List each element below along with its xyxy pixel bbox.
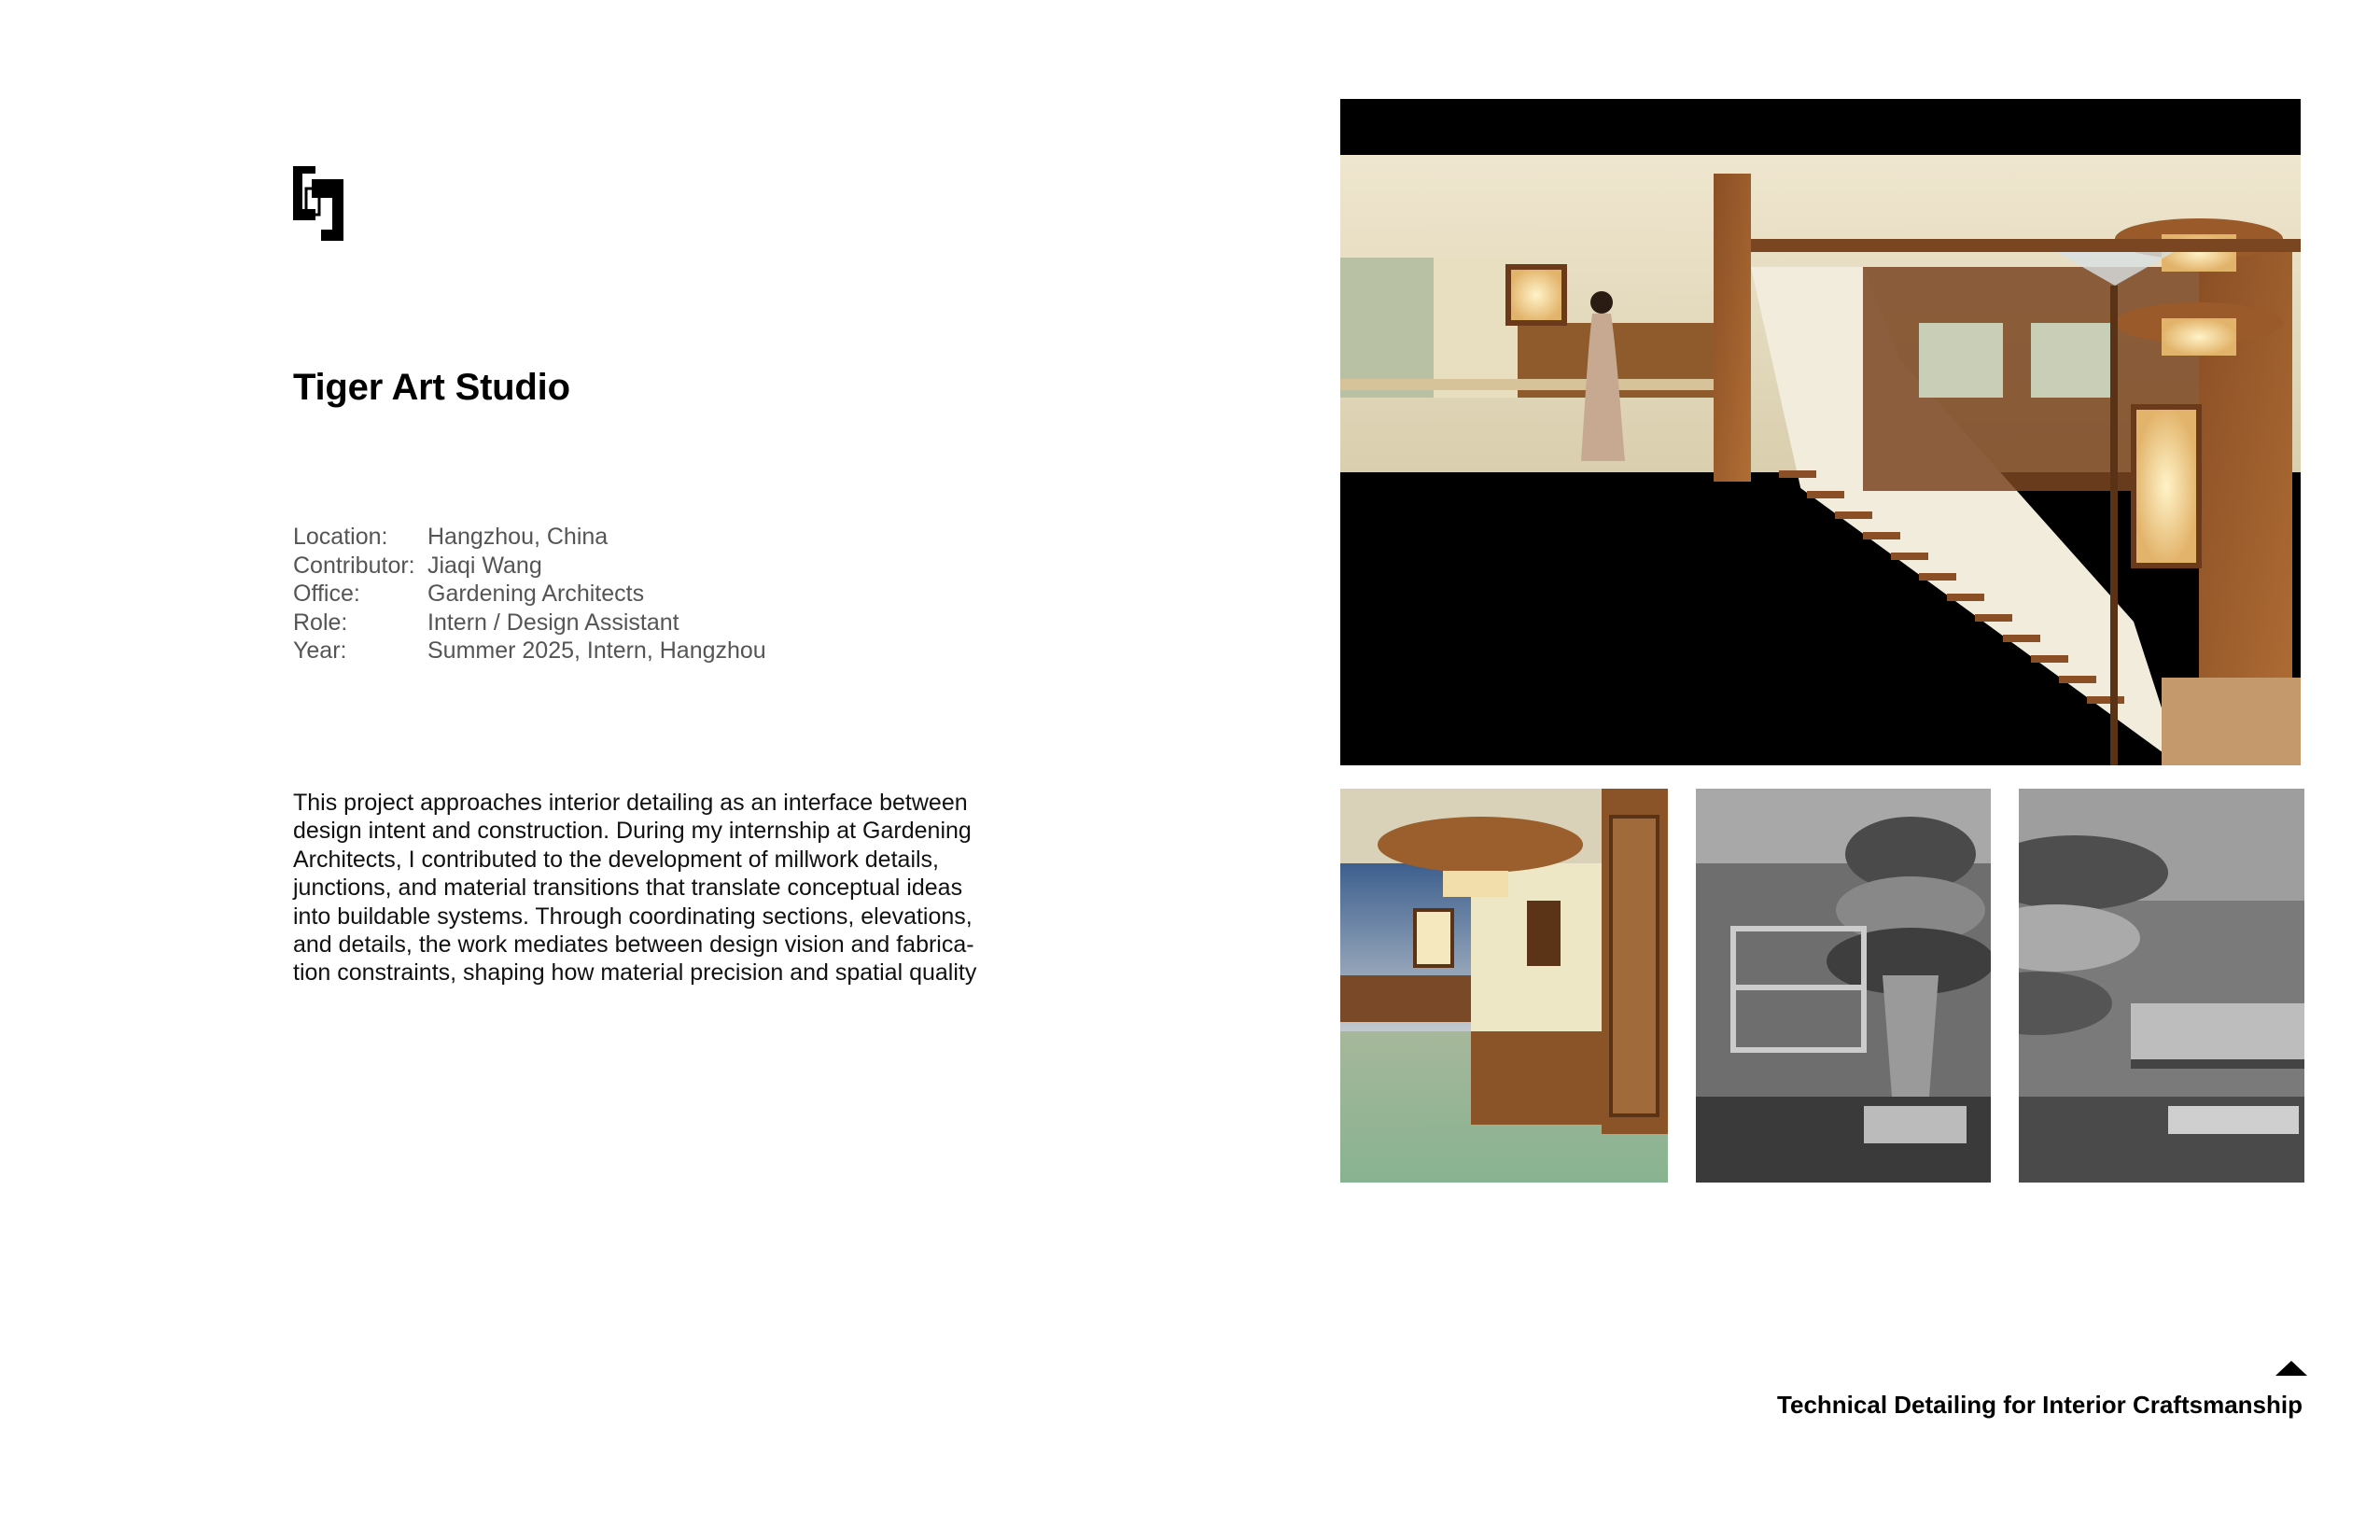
detail-value: Hangzhou, China <box>427 524 609 550</box>
detail-label: Office: <box>293 581 360 607</box>
description-line: Architects, I contributed to the development of millwork details, <box>293 846 939 873</box>
page-caption: Technical Detailing for Interior Craftsmanship <box>1777 1391 2303 1419</box>
studio-logo-icon <box>293 166 343 241</box>
detail-value: Jiaqi Wang <box>427 552 542 579</box>
detail-value: Intern / Design Assistant <box>427 609 679 636</box>
description-line: design intent and construction. During my internship at Gardening <box>293 818 972 845</box>
detail-label: Role: <box>293 609 348 636</box>
detail-label: Contributor: <box>293 552 415 579</box>
construction-photo-thumbnail <box>1696 789 1991 1183</box>
detail-label: Year: <box>293 637 347 664</box>
page-title: Tiger Art Studio <box>293 367 570 408</box>
detail-row-location <box>293 523 766 552</box>
detail-row-year <box>293 637 766 665</box>
description-line: junctions, and material transitions that translate conceptual ideas <box>293 875 963 902</box>
detail-value: Summer 2025, Intern, Hangzhou <box>427 637 766 664</box>
project-description <box>293 789 1012 987</box>
description-line: and details, the work mediates between design vision and fabrica- <box>293 931 974 959</box>
interior-render-thumbnail <box>1340 789 1668 1183</box>
triangle-marker-icon <box>2275 1361 2307 1376</box>
description-line: into buildable systems. Through coordinating sections, elevations, <box>293 903 973 930</box>
detail-row-role <box>293 609 766 637</box>
description-line: tion constraints, shaping how material precision and spatial quality <box>293 959 977 987</box>
structure-photo-thumbnail <box>2019 789 2304 1183</box>
project-details <box>293 523 766 665</box>
detail-row-contributor <box>293 552 766 581</box>
section-render-image <box>1340 99 2301 765</box>
detail-value: Gardening Architects <box>427 581 645 607</box>
detail-row-office <box>293 580 766 609</box>
description-line: This project approaches interior detailing as an interface between <box>293 790 968 816</box>
detail-label: Location: <box>293 524 388 550</box>
